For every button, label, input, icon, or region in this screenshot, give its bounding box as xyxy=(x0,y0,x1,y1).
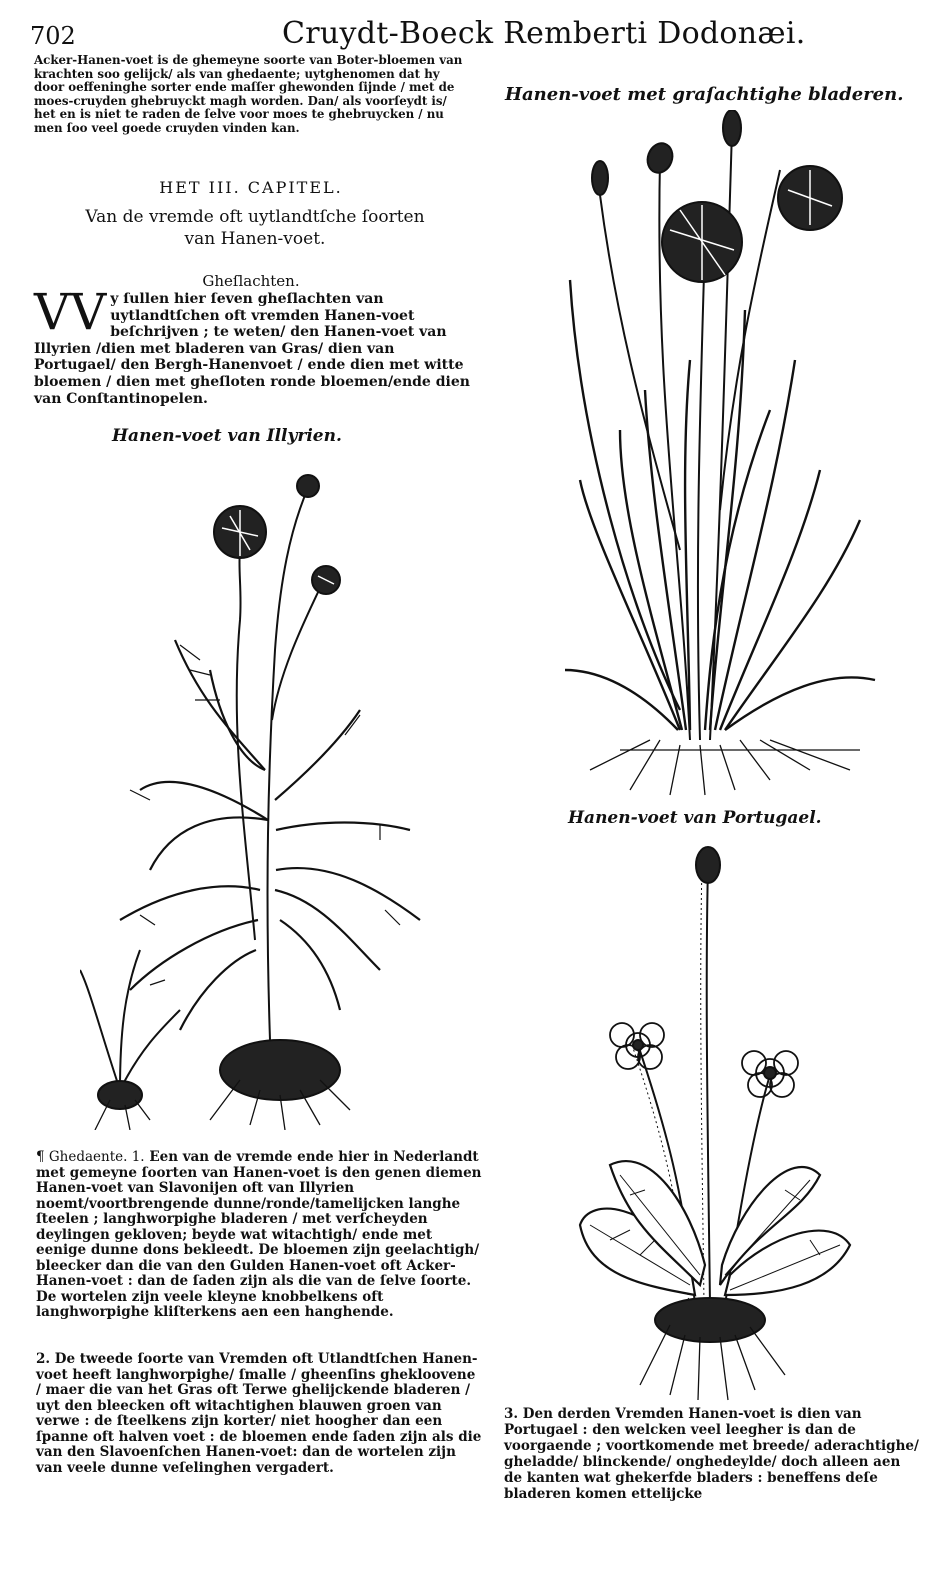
drop-cap: VV xyxy=(34,283,107,341)
ghedaente-paragraph xyxy=(36,1150,482,1321)
second-kind-number: 2. xyxy=(36,1351,51,1367)
second-kind-text: De tweede ſoorte van Vremden oft Utlandtſchen Hanen-voet heeft langhworpighe/ ſmalle / gheenſins ghekloovene / maer die van het Gras oft Terwe ghelijckende bladeren / uyt den bleecken oft witachtighen blauwen groen van verwe : de ſteelkens zijn korter/ niet hoogher dan een ſpanne oft halven voet : de bloemen ende ſaden zijn als die van den Slavoenſchen Hanen-voet: dan de wortelen zijn van veele dunne veſelinghen vergadert. xyxy=(36,1351,482,1476)
woodcut-portuguese-buttercup-icon xyxy=(570,845,860,1405)
third-kind-number: 3. xyxy=(504,1406,519,1422)
section-heading: Gheſlachten. xyxy=(202,272,300,290)
chapter-subtitle-line2: van Hanen-voet. xyxy=(184,229,326,249)
plant-illustration-gras xyxy=(560,110,890,800)
page-number: 702 xyxy=(30,22,76,50)
third-kind-paragraph xyxy=(504,1406,922,1502)
caption-gras: Hanen-voet met graſachtighe bladeren. xyxy=(505,84,904,105)
geslachten-text: y ſullen hier ſeven gheſlachten van uytlandtſchen oft vremden Hanen-voet beſchrijven ; te weten/ den Hanen-voet van Illyrien /dien met bladeren van Gras/ dien van Portugael/ den Bergh-Hanenvoet / ende dien met witte bloemen / dien met gheſloten ronde bloemen/ende dien van Conſtantinopelen. xyxy=(34,291,470,407)
third-kind-text: Den derden Vremden Hanen-voet is dien van Portugael : den welcken veel leegher is dan de voorgaende ; voortkomende met breede/ aderachtighe/ gheladde/ blinckende/ onghedeylde/ doch alleen aen de kanten wat ghekerfde bladers : beneffens deſe bladeren komen ettelijcke xyxy=(504,1406,919,1502)
ghedaente-text: Een van de vremde ende hier in Nederlandt met gemeyne ſoorten van Hanen-voet is den genen diemen Hanen-voet van Slavonijen oft van Illyrien noemt/voortbrengende dunne/ronde/tamelijcken langhe ſteelen ; langhworpighe bladeren / met verſcheyden deylingen gekloven; beyde wat witachtigh/ ende met eenige dunne dons bekleedt. De bloemen zijn geelachtigh/ bleecker dan die van den Gulden Hanen-voet oft Acker-Hanen-voet : dan de ſaden zijn als die van de ſelve ſoorte. De wortelen zijn veele kleyne knobbelkens oft langhworpighe kliſterkens aen een hanghende. xyxy=(36,1149,482,1320)
ghedaente-label: ¶ Ghedaente. 1. xyxy=(36,1149,145,1165)
caption-portugael: Hanen-voet van Portugael. xyxy=(568,808,822,828)
intro-paragraph: Acker-Hanen-voet is de ghemeyne soorte van Boter-bloemen van krachten soo gelijck/ als van ghedaente; uytghenomen dat hy door oeffeninghe sorter ende maſſer ghewonden ſijnde / met de moes-cruyden ghebruyckt magh worden. Dan/ als voorſeydt is/ het en is niet te raden de ſelve voor moes te ghebruycken / nu men ſoo veel goede cruyden vinden kan. xyxy=(34,53,463,135)
caption-illyrien: Hanen-voet van Illyrien. xyxy=(112,426,342,446)
page-title: Cruydt-Boeck Remberti Dodonæi. xyxy=(282,16,806,51)
second-kind-paragraph xyxy=(36,1352,482,1476)
chapter-subtitle xyxy=(60,206,450,250)
woodcut-grass-leaved-buttercup-icon xyxy=(560,110,890,800)
chapter-heading: HET III. CAPITEL. xyxy=(159,178,343,197)
woodcut-illyrian-buttercup-icon xyxy=(80,470,440,1130)
plant-illustration-illyrien xyxy=(80,470,440,1130)
chapter-subtitle-line1: Van de vremde oft uytlandtſche ſoorten xyxy=(85,207,425,227)
geslachten-paragraph xyxy=(34,283,474,407)
plant-illustration-portugael xyxy=(570,845,860,1405)
